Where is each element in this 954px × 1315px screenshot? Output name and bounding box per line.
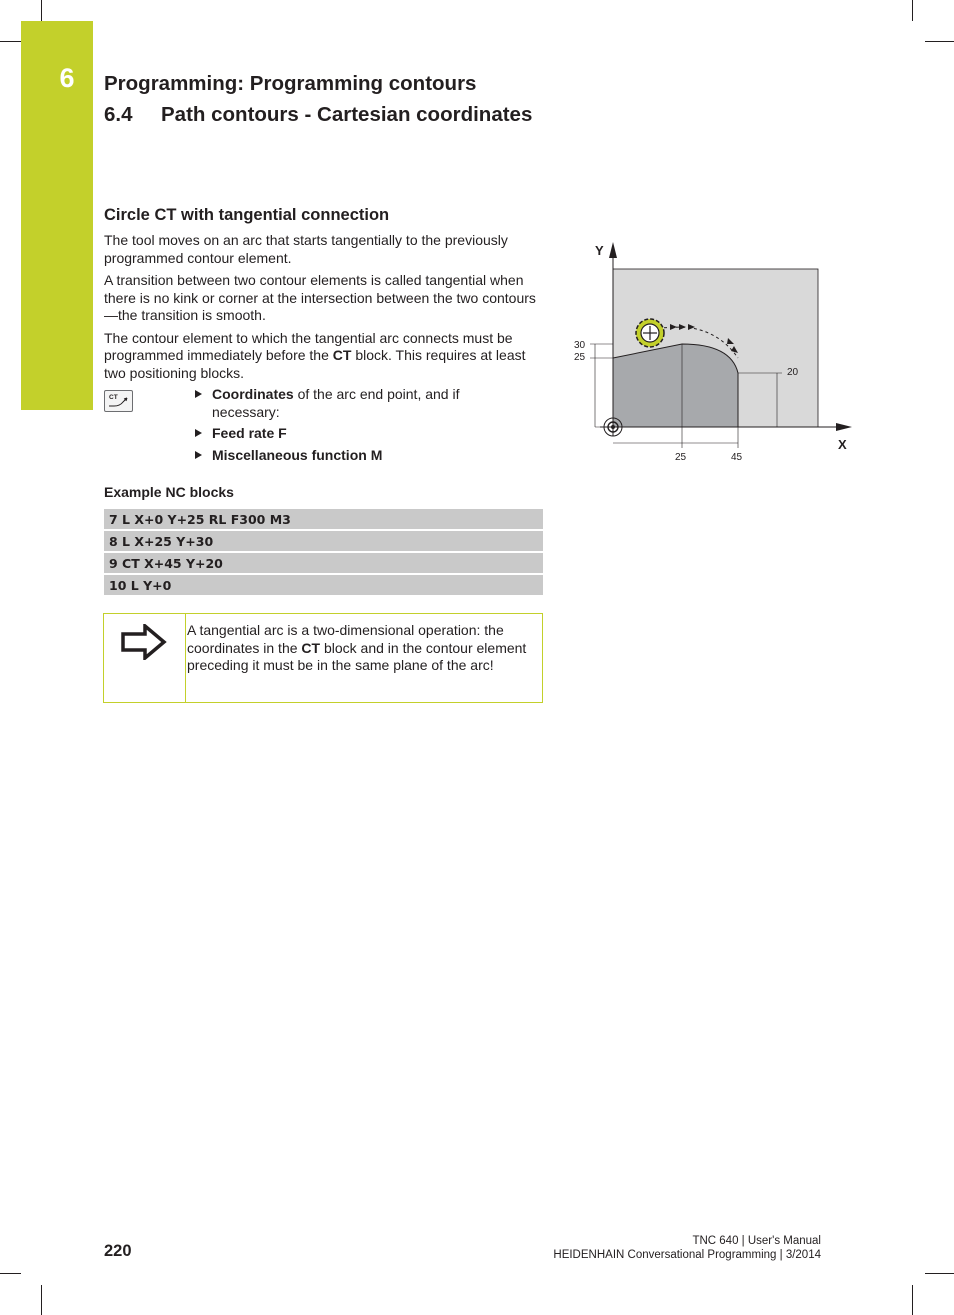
dimension-label: 25 [574,352,586,363]
table-row [104,553,543,573]
list-item-bold: Miscellaneous function M [212,446,383,463]
contour-diagram [570,236,855,468]
arrow-right-icon [121,624,167,660]
note-divider [185,614,186,702]
list-item-bold: Feed rate F [212,425,287,441]
chapter-number: 6 [59,63,75,93]
parameter-list [192,386,522,468]
dimension-label: 20 [787,367,799,378]
nc-block: 7 L X+0 Y+25 RL F300 M3 [104,509,543,529]
x-axis-label: X [838,437,847,452]
crop-mark [925,41,954,42]
bullet-triangle-icon [195,451,202,459]
section-title-text: Path contours - Cartesian coordinates [161,103,533,126]
ct-keyword: CT [332,347,352,363]
x-axis-arrow [836,423,852,431]
crop-mark [912,0,913,21]
y-axis-arrow [609,242,617,258]
ct-keyword: CT [301,639,321,656]
paragraph: A transition between two contour elements is called tangential when there is no kink or corner at the intersection between the two contours—the transition is smooth. [104,272,536,323]
page-footer [553,1234,821,1262]
paragraph [104,330,536,383]
nc-blocks-table [104,507,543,597]
list-item [192,447,522,465]
bullet-triangle-icon [195,390,202,398]
list-item-text: of the arc end point, and if necessary: [212,386,460,420]
example-title: Example NC blocks [104,484,234,500]
subsection-heading: Circle CT with tangential connection [104,206,390,224]
list-item-bold: Coordinates [212,386,294,402]
note-text-part: A tangential arc is a two-dimensional operation: the coordinates in the [187,622,504,656]
nc-block: 9 CT X+45 Y+20 [104,553,543,573]
crop-mark [0,1273,21,1274]
crop-mark [912,1285,913,1315]
nc-block: 10 L Y+0 [104,575,543,595]
paragraph: The tool moves on an arc that starts tangentially to the previously programmed contour element. [104,232,508,266]
dimension-label: 25 [675,452,687,463]
crop-mark [925,1273,954,1274]
table-row [104,509,543,529]
ct-key-icon [104,390,133,412]
chapter-title: Programming: Programming contours [104,72,477,95]
list-item [192,425,522,443]
ct-key-label: CT [109,394,118,401]
section-number: 6.4 [104,103,133,126]
y-axis-label: Y [595,243,604,258]
note-text-part: block and in the contour element preceding it must be in the same plane of the arc! [187,639,527,673]
dimension-label: 45 [731,452,743,463]
dimension-label: 30 [574,340,586,351]
crop-mark [41,0,42,21]
note-box [103,613,543,703]
table-row [104,531,543,551]
footer-line: TNC 640 | User's Manual [692,1235,821,1247]
table-row [104,575,543,595]
paragraph-text: block. This requires at least two positioning blocks. [104,347,526,381]
body-text [104,232,536,387]
footer-line: HEIDENHAIN Conversational Programming | 3/2014 [553,1249,821,1261]
paragraph-text: The contour element to which the tangential arc connects must be programmed immediately before the [104,329,513,363]
section-title [104,103,532,127]
page-number: 220 [104,1242,132,1260]
nc-block: 8 L X+25 Y+30 [104,531,543,551]
list-item [192,386,522,421]
crop-mark [41,1285,42,1315]
note-text [187,622,527,675]
crop-mark [0,41,21,42]
chapter-tab [21,21,93,410]
milling-cutter-icon [636,319,664,347]
contour-region [613,344,738,427]
bullet-triangle-icon [195,429,202,437]
